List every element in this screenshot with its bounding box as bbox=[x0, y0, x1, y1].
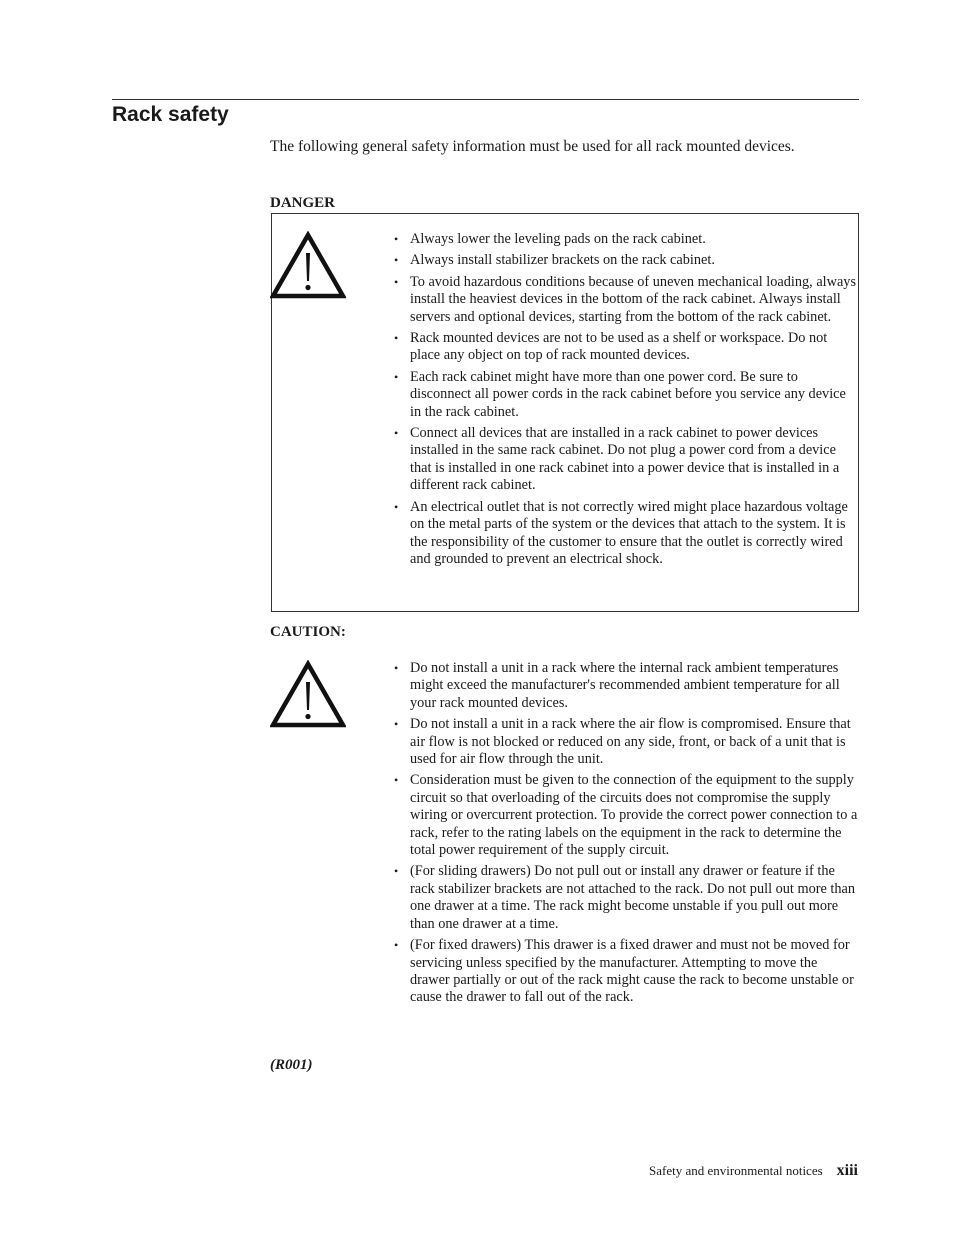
header-rule bbox=[112, 99, 859, 100]
caution-label: CAUTION: bbox=[270, 624, 346, 640]
warning-triangle-icon bbox=[270, 231, 346, 299]
caution-item: • (For fixed drawers) This drawer is a fixed drawer and must not be moved for servicing unless specified by the manufacturer. Attempting to move the drawer partially or out of the rack might cause the rack to become unstable or cause the drawer to fall out of the rack. bbox=[394, 937, 858, 1007]
danger-item: • Connect all devices that are installed in a rack cabinet to power devices installed in the same rack cabinet. Do not plug a power cord from a device that is installed in one rack cabinet into a power device that is installed in a different rack cabinet. bbox=[394, 425, 858, 495]
reference-code: (R001) bbox=[270, 1057, 313, 1073]
caution-item: • Do not install a unit in a rack where the air flow is compromised. Ensure that air flow is not blocked or reduced on any side, front, or back of a unit that is used for air flow through the unit. bbox=[394, 716, 858, 768]
page-number: xiii bbox=[836, 1162, 858, 1179]
danger-item: • Rack mounted devices are not to be used as a shelf or workspace. Do not place any object on top of rack mounted devices. bbox=[394, 330, 858, 365]
intro-paragraph: The following general safety information must be used for all rack mounted devices. bbox=[270, 138, 795, 155]
danger-item: • To avoid hazardous conditions because of uneven mechanical loading, always install the heaviest devices in the bottom of the rack cabinet. Always install servers and optional devices, starting from the bottom of the rack cabinet. bbox=[394, 274, 858, 326]
danger-item: • Always lower the leveling pads on the rack cabinet. bbox=[394, 231, 858, 248]
danger-list bbox=[394, 231, 858, 572]
caution-item: • Do not install a unit in a rack where the internal rack ambient temperatures might exceed the manufacturer's recommended ambient temperature for all your rack mounted devices. bbox=[394, 660, 858, 712]
page-title: Rack safety bbox=[112, 103, 229, 126]
danger-label: DANGER bbox=[270, 195, 336, 211]
caution-item: • Consideration must be given to the connection of the equipment to the supply circuit so that overloading of the circuits does not compromise the supply wiring or overcurrent protection. To provide the correct power connection to a rack, refer to the rating labels on the equipment in the rack to determine the total power requirement of the supply circuit. bbox=[394, 772, 858, 859]
danger-item: • An electrical outlet that is not correctly wired might place hazardous voltage on the metal parts of the system or the devices that attach to the system. It is the responsibility of the customer to ensure that the outlet is correctly wired and grounded to prevent an electrical shock. bbox=[394, 499, 858, 569]
caution-list bbox=[394, 660, 858, 1011]
danger-item: • Each rack cabinet might have more than one power cord. Be sure to disconnect all power cords in the rack cabinet before you service any device in the rack cabinet. bbox=[394, 369, 858, 421]
caution-item: • (For sliding drawers) Do not pull out or install any drawer or feature if the rack stabilizer brackets are not attached to the rack. Do not pull out more than one drawer at a time. The rack might become unstable if you pull out more than one drawer at a time. bbox=[394, 863, 858, 933]
warning-triangle-icon bbox=[270, 660, 346, 728]
footer-section-title: Safety and environmental notices bbox=[649, 1163, 823, 1178]
page-footer bbox=[649, 1162, 858, 1180]
danger-item: • Always install stabilizer brackets on the rack cabinet. bbox=[394, 252, 858, 269]
